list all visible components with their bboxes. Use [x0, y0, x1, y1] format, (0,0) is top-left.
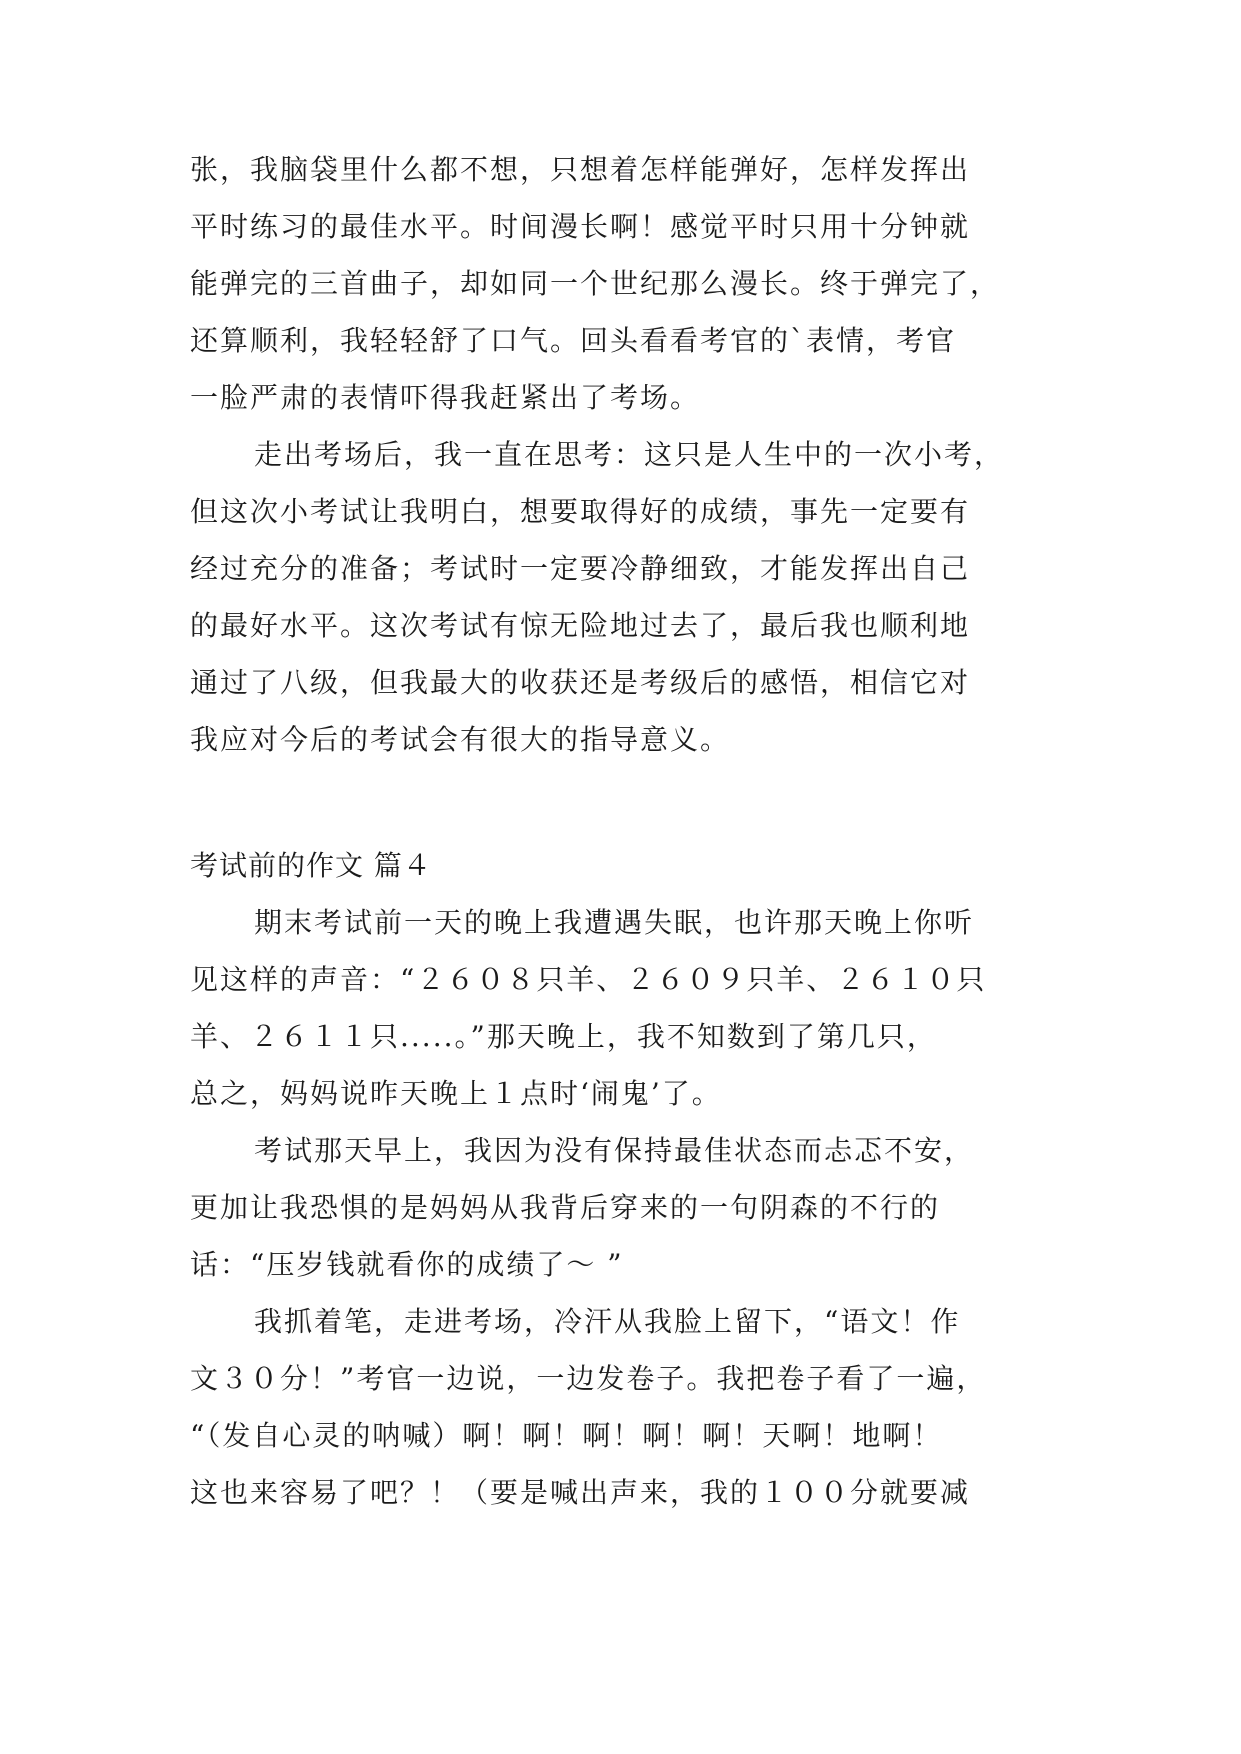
text-line: 的最好水平。这次考试有惊无险地过去了，最后我也顺利地 [190, 609, 971, 642]
text-line: 考试那天早上，我因为没有保持最佳状态而忐忑不安， [254, 1134, 975, 1167]
text-line: 话：“压岁钱就看你的成绩了～ ” [190, 1248, 624, 1281]
text-line: 总之，妈妈说昨天晚上１点时‘闹鬼’了。 [190, 1077, 722, 1110]
text-line: 我抓着笔，走进考场，冷汗从我脸上留下，“语文！作 [254, 1305, 961, 1338]
text-line: 平时练习的最佳水平。时间漫长啊！感觉平时只用十分钟就 [190, 210, 971, 243]
text-line: 见这样的声音：“２６０８只羊、２６０９只羊、２６１０只 [190, 963, 987, 996]
text-line: 能弹完的三首曲子，却如同一个世纪那么漫长。终于弹完了， [190, 267, 1001, 300]
text-line: “（发自心灵的呐喊）啊！啊！啊！啊！啊！天啊！地啊！ [190, 1419, 943, 1452]
text-line: 更加让我恐惧的是妈妈从我背后穿来的一句阴森的不行的 [190, 1191, 941, 1224]
section-title: 考试前的作文 篇４ [190, 849, 432, 882]
text-line: 还算顺利，我轻轻舒了口气。回头看看考官的`表情，考官 [190, 324, 957, 357]
text-line: 文３０分！”考官一边说，一边发卷子。我把卷子看了一遍， [190, 1362, 987, 1395]
text-line: 我应对今后的考试会有很大的指导意义。 [190, 723, 731, 756]
text-line: 这也来容易了吧？！（要是喊出声来，我的１００分就要减 [190, 1476, 971, 1509]
text-line: 期末考试前一天的晚上我遭遇失眠，也许那天晚上你听 [254, 906, 975, 939]
text-line: 经过充分的准备；考试时一定要冷静细致，才能发挥出自己 [190, 552, 971, 585]
text-line: 走出考场后，我一直在思考：这只是人生中的一次小考， [254, 438, 1005, 471]
text-line: 但这次小考试让我明白，想要取得好的成绩，事先一定要有 [190, 495, 971, 528]
text-line: 羊、２６１１只.....。”那天晚上，我不知数到了第几只， [190, 1020, 937, 1053]
text-line: 一脸严肃的表情吓得我赶紧出了考场。 [190, 381, 701, 414]
text-line: 张，我脑袋里什么都不想，只想着怎样能弹好，怎样发挥出 [190, 153, 971, 186]
text-line: 通过了八级，但我最大的收获还是考级后的感悟，相信它对 [190, 666, 971, 699]
